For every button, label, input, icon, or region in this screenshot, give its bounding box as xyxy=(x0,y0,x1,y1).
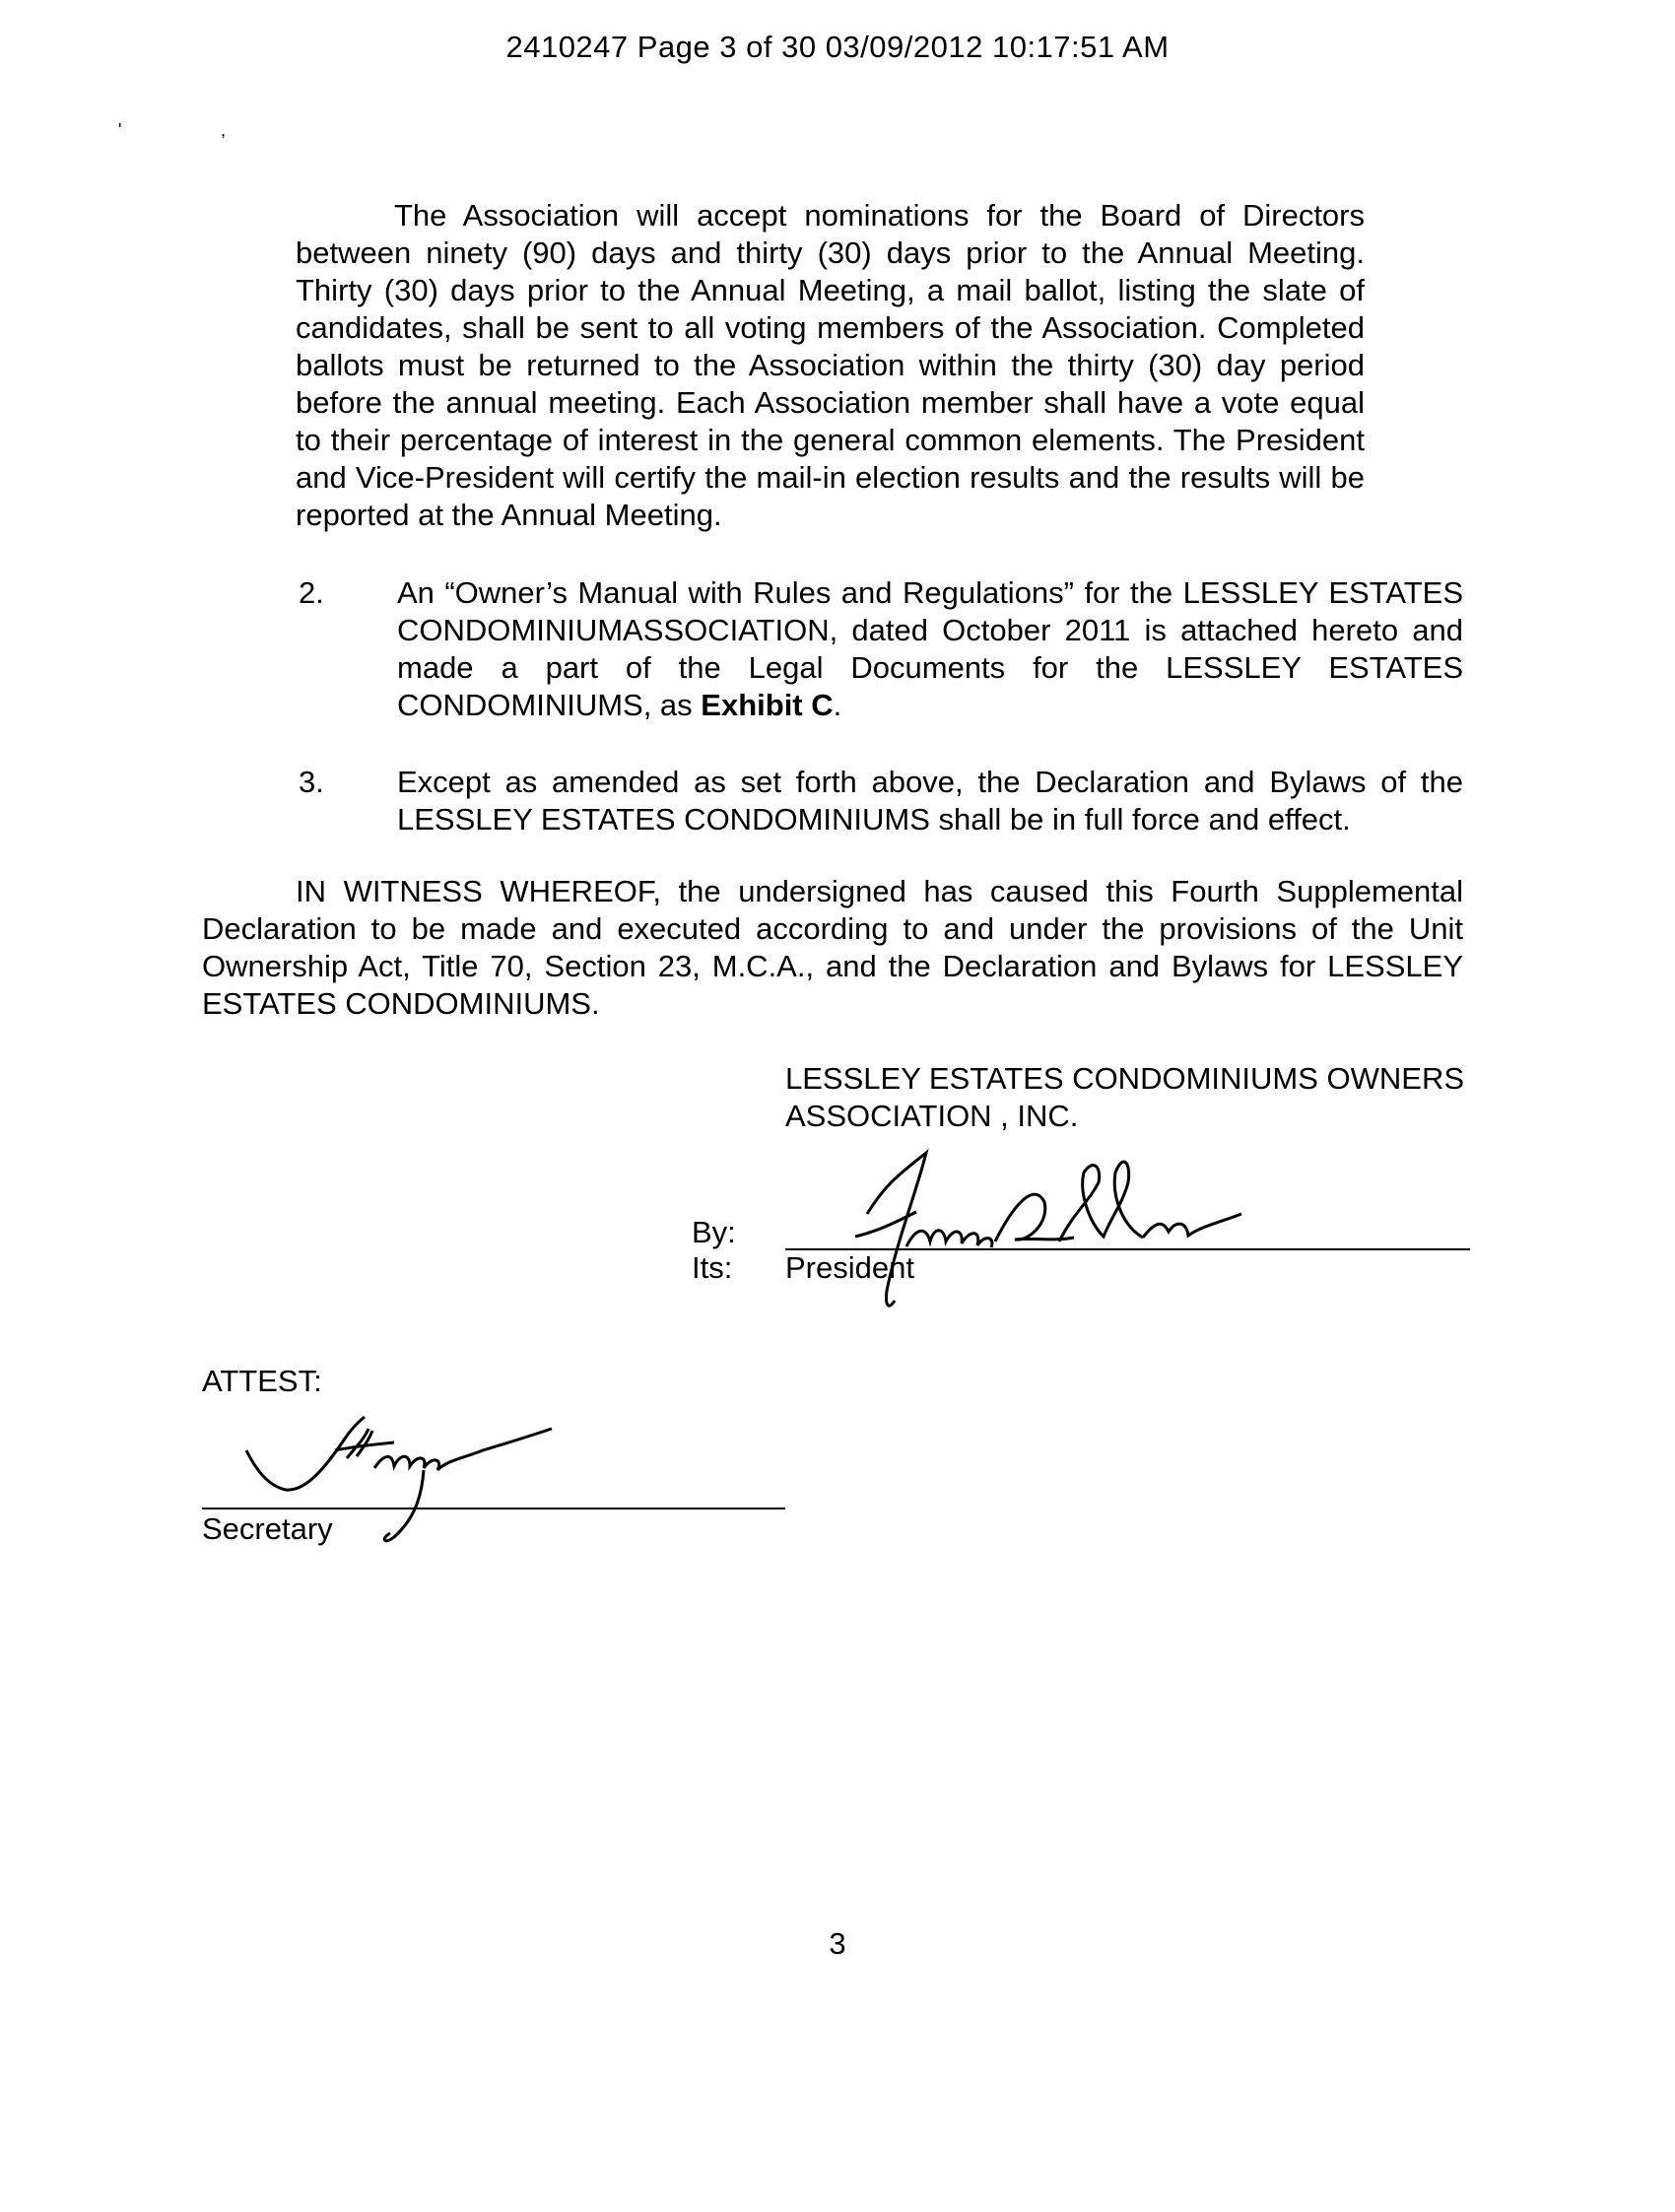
president-title: President xyxy=(785,1250,914,1285)
item-text-main: An “Owner’s Manual with Rules and Regulations” for the LESSLEY ESTATES CONDOMINIUMASSOCIATION, dated October 2011 is attached hereto and made a part of the Legal Documents for the LESSLEY ESTATES CONDOMINIUMS, as xyxy=(397,575,1463,722)
attest-label: ATTEST: xyxy=(202,1364,322,1398)
item-text-end: . xyxy=(833,688,842,722)
secretary-signature-line xyxy=(202,1508,785,1509)
item-number: 3. xyxy=(299,765,324,799)
association-name xyxy=(785,1060,1475,1135)
margin-mark: , xyxy=(221,120,227,140)
association-line: ASSOCIATION , INC. xyxy=(785,1099,1079,1133)
association-line: LESSLEY ESTATES CONDOMINIUMS OWNERS xyxy=(785,1061,1465,1096)
witness-text: IN WITNESS WHEREOF, the undersigned has caused this Fourth Supplemental Declaration to be made and executed according to and under the provisions of the Unit Ownership Act, Title 70, Section 23, M.C.A., and the Declaration and Bylaws for LESSLEY ESTATES CONDOMINIUMS. xyxy=(202,874,1463,1021)
item-number: 2. xyxy=(299,575,324,610)
by-label: By: xyxy=(692,1215,736,1249)
item-text xyxy=(397,574,1463,724)
nominations-paragraph xyxy=(296,197,1365,534)
recording-stamp: 2410247 Page 3 of 30 03/09/2012 10:17:51 AM xyxy=(505,30,1170,64)
margin-mark: ' xyxy=(118,120,122,140)
secretary-label: Secretary xyxy=(202,1511,333,1546)
president-signature xyxy=(847,1143,1291,1320)
witness-paragraph xyxy=(202,873,1463,1023)
nominations-text: The Association will accept nominations for the Board of Directors between ninety (90) days and thirty (30) days prior to the Annual Meeting. Thirty (30) days prior to the Annual Meeting, a mail ballot, listing the slate of candidates, shall be sent to all voting members of the Association. Completed ballots must be returned to the Association within the thirty (30) day period before the annual meeting. Each Association member shall have a vote equal to their percentage of interest in the general common elements. The President and Vice-President will certify the mail-in election results and the results will be reported at the Annual Meeting. xyxy=(296,198,1365,532)
exhibit-reference: Exhibit C xyxy=(701,688,834,722)
item-text: Except as amended as set forth above, the Declaration and Bylaws of the LESSLEY ESTATES CONDOMINIUMS shall be in full force and effect. xyxy=(397,765,1463,837)
its-label: Its: xyxy=(692,1250,733,1285)
page-number: 3 xyxy=(829,1926,846,1961)
